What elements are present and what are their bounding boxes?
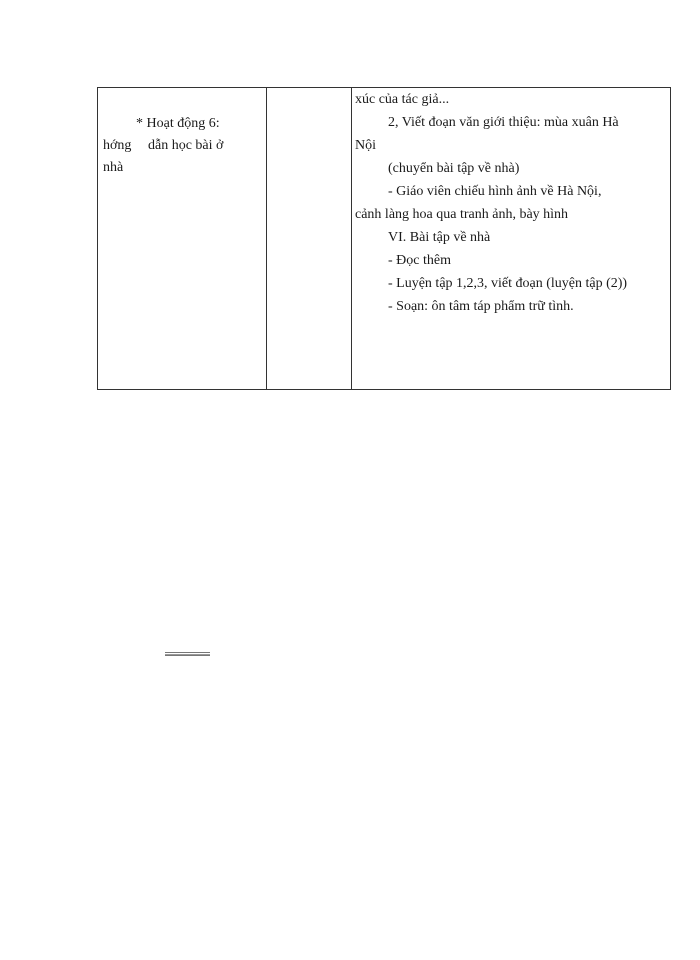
content-line-3: Nội [355, 138, 376, 153]
content-line-6: cảnh làng hoa qua tranh ảnh, bày hình [355, 207, 569, 222]
content-line-7: VI. Bài tập về nhà [388, 230, 491, 245]
content-line-8: - Đọc thêm [388, 253, 451, 268]
lesson-plan-table [97, 87, 671, 390]
activity-text-word-2: dẫn học bài ở [148, 138, 224, 153]
content-line-4: (chuyển bài tập về nhà) [388, 161, 520, 176]
activity-column [98, 88, 267, 389]
activity-heading: * Hoạt động 6: [136, 116, 220, 131]
content-line-1: xúc của tác giả... [355, 92, 450, 107]
content-line-5: - Giáo viên chiếu hình ảnh về Hà Nội, [388, 184, 602, 199]
content-column [351, 88, 670, 389]
content-line-10: - Soạn: ôn tâm táp phẩm trữ tình. [388, 299, 574, 314]
teacher-column [266, 88, 352, 389]
activity-text-word-1: hớng [103, 138, 132, 153]
content-line-2: 2, Viết đoạn văn giới thiệu: mùa xuân Hà [388, 115, 619, 130]
end-divider-mark [165, 652, 210, 656]
content-line-9: - Luyện tập 1,2,3, viết đoạn (luyện tập (2)) [388, 276, 628, 291]
activity-text-word-3: nhà [103, 160, 124, 175]
